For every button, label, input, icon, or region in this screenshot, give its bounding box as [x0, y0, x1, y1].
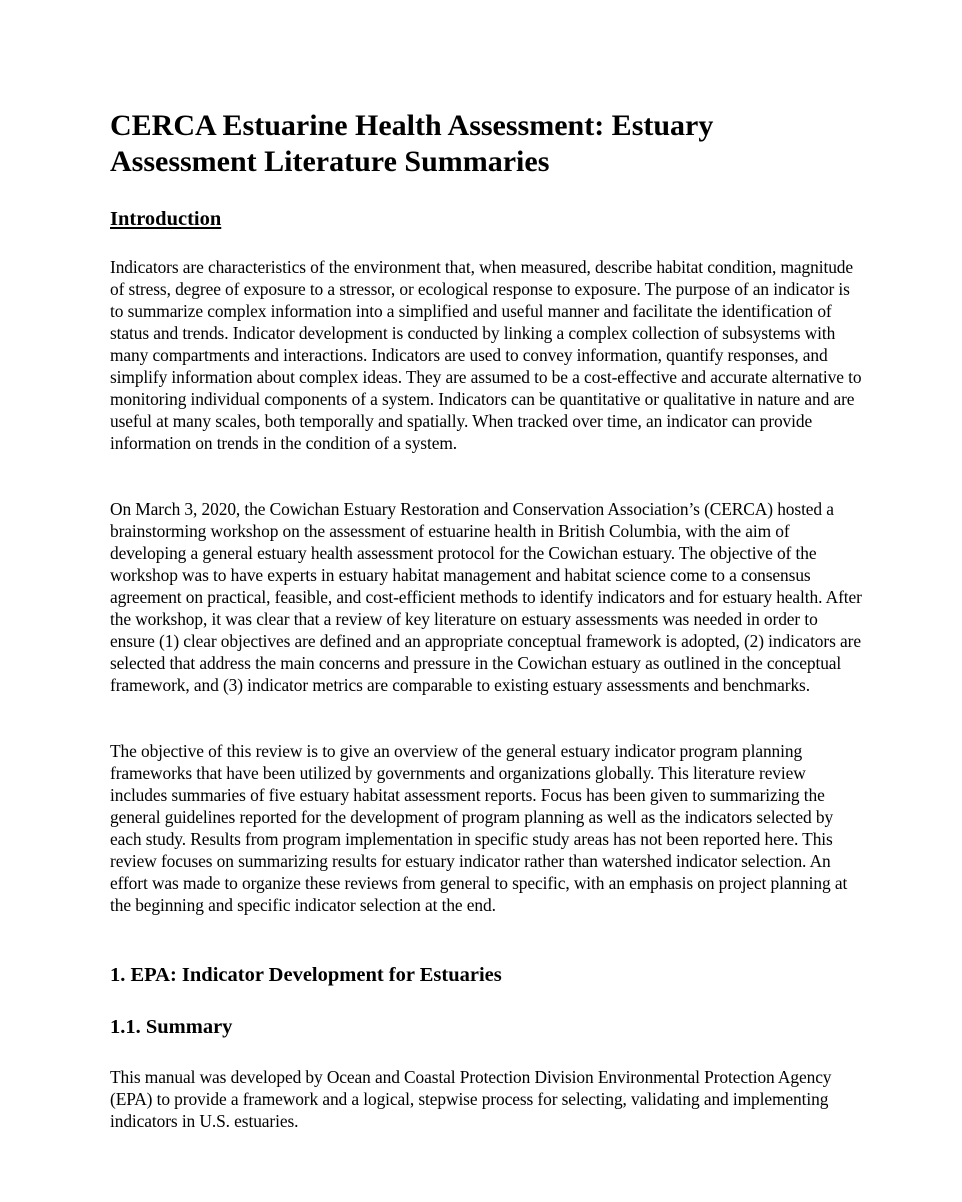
- intro-paragraph-3: The objective of this review is to give an overview of the general estuary indicator program planning frameworks that have been utilized by governments and organizations globally. This literature review includes summaries of five estuary habitat assessment reports. Focus has been given to summarizing the general guidelines reported for the development of program planning as well as the indicators selected by each study. Results from program implementation in specific study areas has not been reported here. This review focuses on summarizing results for estuary indicator rather than watershed indicator selection. An effort was made to organize these reviews from general to specific, with an emphasis on project planning at the beginning and specific indicator selection at the end.: [110, 741, 848, 915]
- introduction-heading: Introduction: [110, 208, 222, 230]
- intro-paragraph-2: On March 3, 2020, the Cowichan Estuary Restoration and Conservation Association’s (CERCA) hosted a brainstorming workshop on the assessment of estuarine health in British Columbia, with the aim of developing a general estuary health assessment protocol for the Cowichan estuary. The objective of the workshop was to have experts in estuary habitat management and habitat science come to a consensus agreement on practical, feasible, and cost-efficient methods to identify indicators and for estuary health. After the workshop, it was clear that a review of key literature on estuary assessments was needed in order to ensure (1) clear objectives are defined and an appropriate conceptual framework is adopted, (2) indicators are selected that address the main concerns and pressure in the Cowichan estuary as outlined in the conceptual framework, and (3) indicator metrics are comparable to existing estuary assessments and benchmarks.: [110, 499, 862, 695]
- section-1-heading: 1. EPA: Indicator Development for Estuaries: [110, 964, 502, 986]
- section-1-1-heading: 1.1. Summary: [110, 1016, 233, 1038]
- document-title: CERCA Estuarine Health Assessment: Estuary Assessment Literature Summaries: [110, 109, 714, 178]
- summary-paragraph: This manual was developed by Ocean and Coastal Protection Division Environmental Protection Agency (EPA) to provide a framework and a logical, stepwise process for selecting, validating and implementing indicators in U.S. estuaries.: [110, 1067, 832, 1131]
- intro-paragraph-1: Indicators are characteristics of the environment that, when measured, describe habitat condition, magnitude of stress, degree of exposure to a stressor, or ecological response to exposure. The purpose of an indicator is to summarize complex information into a simplified and useful manner and facilitate the identification of status and trends. Indicator development is conducted by linking a complex collection of subsystems with many compartments and interactions. Indicators are used to convey information, quantify responses, and simplify information about complex ideas. They are assumed to be a cost-effective and accurate alternative to monitoring individual components of a system. Indicators can be quantitative or qualitative in nature and are useful at many scales, both temporally and spatially. When tracked over time, an indicator can provide information on trends in the condition of a system.: [110, 257, 862, 453]
